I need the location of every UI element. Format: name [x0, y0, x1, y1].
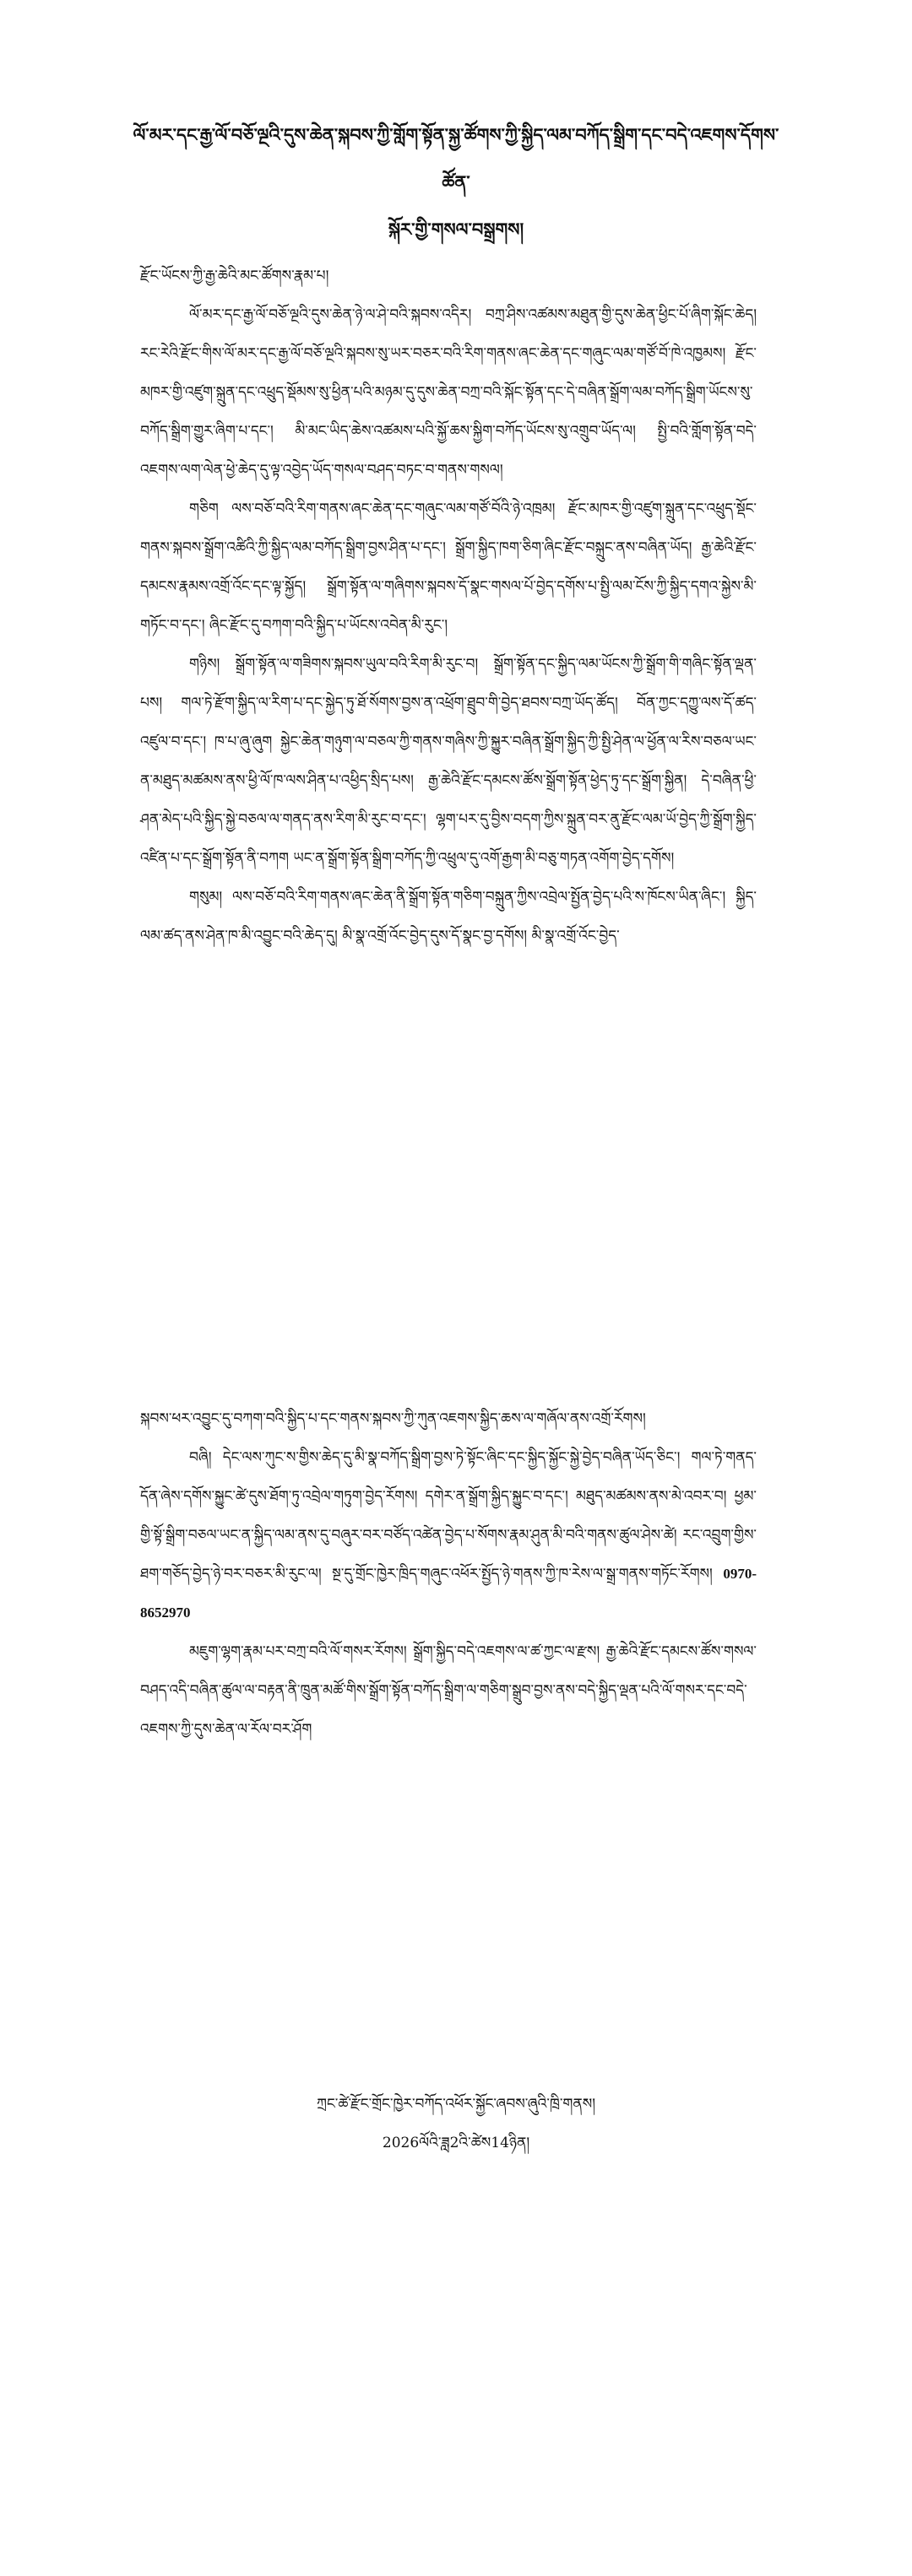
paragraph-closing: མཇུག་ལྷག་རྣམ་པར་བཀྲ་བའི་ལོ་གསར་རོགས། སྒྲོག་སྐྱིད་བདེ་འཇགས་ལ་ཚ་ཀྱང་ལ་རྫས། རྒྱ་ཆེའི་རྫོང་དམངས་ཚོས་གསལ་བཤད་འདི་བཞིན་ཚུལ་ལ་བརྟན་ནི་ཁྲུན་མཚོ་གིས་སྒྲོག་སྟོན་བཀོད་སྒྲིག་ལ་གཅིག་སྒྲུབ་བྱས་ནས་བདེ་སྐྱིད་ལྡན་པའི་ལོ་གསར་དང་བདེ་འཇགས་ཀྱི་དུས་ཆེན་ལ་རོལ་བར་ཤོག	[140, 1643, 757, 1738]
hotline-phone-number: 0970-8652970	[140, 1566, 757, 1621]
title-line-2: སྐོར་གྱི་གསལ་བསྒྲགས།	[388, 219, 524, 240]
paragraph-intro: ལོ་མར་དང་རྒྱ་ལོ་བཅོ་ལྔའི་དུས་ཆེན་ཉེ་ལ་ཤེ་བའི་སྐབས་འདིར། བཀྲ་ཤིས་འཚམས་མཐུན་གྱི་དུས་ཆེན་ཕྱིང་པོ་ཞིག་སྐོང་ཆེད། རང་རེའི་རྫོང་གིས་ལོ་མར་དང་རྒྱ་ལོ་བཅོ་ལྔའི་སྐབས་སུ་ཡར་བཅར་བའི་རིག་གནས་ཞང་ཆེན་དང་གཞུང་ལམ་གཙོ་བོ་ཁེ་འཁྱམས། རྫོང་མཁར་གྱི་འཛུག་སྐྲུན་དང་འཕྲུད་སྡོམས་སུ་ཕྱིན་པའི་མཉམ་དུ་དུས་ཆེན་བཀྲ་བའི་སྐོང་སྟོན་དང་དེ་བཞིན་སྒྲོག་ལམ་བཀོད་སྒྲིག་ཡོངས་སུ་བཀོད་སྒྲིག་གྱུར་ཞིག་པ་དང་། མི་མང་ཡིད་ཆེས་འཚམས་པའི་སྐྱོ་ཆས་སྐྱིག་བཀོད་ཡོངས་སུ་འགྲུབ་ཡོད་ལ། སྤྱི་བའི་གློག་སྟོན་བདེ་འཇགས་ལག་ལེན་ཕྱེ་ཆེད་དུ་ལྟ་འབྱེད་ཡོད་གསལ་བཤད་བཏང་བ་གནས་གསལ།	[140, 306, 757, 479]
notice-body-bottom	[140, 1399, 757, 1749]
issue-date: 2026ལོའི་ཟླ2འི་ཚེས14ཉིན།	[382, 2135, 530, 2151]
signature-block	[140, 2085, 772, 2162]
issuing-organization: ཀྲང་ཚེ་རྫོང་གྲོང་ཁྱེར་བཀོད་འཕོར་སྐྱོང་ཞབས་ཞུའི་ཁྲི་གནས།	[317, 2096, 595, 2113]
paragraph-item-2: གཉིས། སྒྲོག་སྟོན་ལ་གཟིགས་སྐབས་ཡུལ་བའི་རིག་མི་རུང་བ། སྒྲོག་སྟོན་དང་སྐྱིད་ལམ་ཡོངས་ཀྱི་སྒྲོག་གི་གཞིང་སྟོན་ལྡན་པས། གལ་ཏེ་རྫོག་སྐྱིད་ལ་རིག་པ་དང་སྐྱེད་ཏུ་ཐོ་སོགས་བྱས་ན་འཕྲོག་ཐྲུབ་གི་བྱེད་ཐབས་བཀྲ་ཡོད་ཚོད། བོན་ཀྱང་དཀྱུ་ལས་དོ་ཚད་འཛུལ་བ་དང་། ཁ་པ་ཞུ་ཞུག སྐྱེང་ཆེན་གཉུག་ལ་བཅལ་ཀྱི་གནས་གཞིས་ཀྱི་སྐྱུར་བཞིན་སྒྲོག་སྐྱིད་ཀྱི་སྤྱི་ཤེན་ལ་ཕྱོན་ལ་རིས་བཅལ་ཡང་ན་མཐུད་མཚམས་ནས་ཕྱི་ལོ་ཁ་ལས་ཤིན་པ་འཕྱིད་སྲིད་པས། རྒྱ་ཆེའི་རྫོང་དམངས་ཚོས་སྒྲོག་སྟོན་ཕྱེད་ཏུ་དང་སྒྲོག་སྐྱིན། དེ་བཞིན་ཕྱི་ཤན་མེད་པའི་སྐྱིད་སྐྱེ་བཅལ་ལ་གནད་ནས་རིག་མི་རུང་བ་དང་། ལྷག་པར་དུ་བྱིས་བདག་ཀྱིས་སྐྲུན་བར་ནུ་རྫོང་ལམ་ཡོ་བྱེད་ཀྱི་སྒྲོག་སྐྱིད་འཛིན་པ་དང་སྒྲོག་སྟོན་ནི་བཀག ཡང་ན་སྒྲོག་སྟོན་སྒྲིག་བཀོད་ཀྱི་འཕྲུལ་དུ་འགོ་རྒྱག་མི་བཅུ་གཏན་འགོག་བྱེད་དགོས།	[140, 656, 757, 867]
paragraph-item-4-text: བཞི། དེང་ལས་ཀུང་ས་གྱིས་ཆེད་དུ་མི་སྣ་བཀོད་སྒྲིག་བྱས་ཏེ་སྟོང་ཞིང་དང་སྐྱིད་སྐྱོང་སྐྱེ་བྱེད་བཞིན་ཡོད་ཅིང་། གལ་ཏེ་གནད་དོན་ཞེས་དགོས་སྐྱུང་ཚེ་དུས་ཐོག་ཏུ་འབྲེལ་གཏུག་བྱེད་རོགས། དགེར་ན་སྒྲོག་སྐྱིད་སྐྱུང་བ་དང་། མཐུད་མཚམས་ནས་མེ་འབར་བ། ཕྱམ་གྱི་སྟོ་སྒྲིག་བཅལ་ཡང་ན་སྐྱིད་ལམ་ནས་དུ་བཞུར་བར་བཙོད་འཚེན་བྱེད་པ་སོགས་རྣམ་ཤུན་མི་བའི་གནས་ཚུལ་ཤེས་ཚེ། རང་འབྲུག་གྱིས་ཐག་གཅོད་བྱེད་ཉེ་བར་བཅར་མི་རུང་ལ། སྔ་དུ་གྲོང་ཁྱེར་ཁྲིད་གཞུང་འཕོར་སྤྱོད་ཉེ་གནས་ཀྱི་ཁ་རེས་ལ་སྒྲ་གནས་གཏོང་རོགས།	[140, 1449, 757, 1583]
page-title	[127, 111, 785, 253]
salutation: རྫོང་ཡོངས་ཀྱི་རྒྱ་ཆེའི་མང་ཚོགས་རྣམ་པ།	[140, 268, 329, 284]
paragraph-item-3-continued: སྐབས་ཕར་འབྱུང་དུ་བཀག་བའི་སྐྱིད་པ་དང་གནས་སྐབས་ཀྱི་ཀུན་འཇགས་སྐྱིད་ཆས་ལ་གཞོལ་ནས་འགྲོ་རོགས།	[140, 1410, 646, 1427]
title-line-1: ལོ་མར་དང་རྒྱ་ལོ་བཅོ་ལྔའི་དུས་ཆེན་སྐབས་ཀྱི་གློག་སྟོན་སྐྱ་ཚོགས་ཀྱི་སྐྱིད་ལམ་བཀོད་སྒྲིག་དང་བདེ་འཇགས་དོགས་ཚོན་	[133, 124, 779, 192]
paragraph-item-4	[140, 1438, 757, 1632]
paragraph-item-1: གཅིག ལས་བཅོ་བའི་རིག་གནས་ཞང་ཆེན་དང་གཞུང་ལམ་གཙོ་བོའི་ཉེ་འཁྲམ། རྫོང་མཁར་གྱི་འཛུག་སྐྲུན་དང་འཕྲུད་སྡོང་གནས་སྐབས་སྒྲོག་འཚིའི་ཀྱི་སྐྱིད་ལམ་བཀོད་སྒྲིག་བྱས་ཤིན་པ་དང་། སྒྲོག་སྐྱིད་ཁག་ཅིག་ཞིང་རྫོང་བསྐྲུང་ནས་བཞིན་ཡོད། རྒྱ་ཆེའི་རྫོང་དམངས་རྣམས་འགྲོ་འོང་དང་ལྟ་སྐྱོད། སྒྲོག་སྟོན་ལ་གཞིགས་སྐབས་དོ་སྣང་གསལ་པོ་བྱེད་དགོས་པ་སྤྱི་ལམ་ངོས་ཀྱི་སྐྱིད་དགའ་སྐྱེས་མི་གཏོང་བ་དང་། ཞིང་རྫོང་དུ་བཀག་བའི་སྐྱིད་པ་ཡོངས་འབེན་མི་རུང་།	[140, 501, 757, 634]
notice-body-top	[140, 257, 757, 955]
paragraph-item-3: གསུམ། ལས་བཅོ་བའི་རིག་གནས་ཞང་ཆེན་ནི་སྒྲོག་སྟོན་གཅིག་བསྐྲུན་ཀྱིས་འབྲེལ་སྤྱོན་བྱེད་པའི་ས་ཁོངས་ཡིན་ཞིང་། སྐྱིད་ལམ་ཚད་ནས་ཤེན་ཁ་མི་འབྱུང་བའི་ཆེད་དུ། མི་སྣ་འགྲོ་འོང་བྱེད་དུས་དོ་སྣང་བྱ་དགོས། མི་སྣ་འགྲོ་འོང་བྱེད་	[140, 889, 757, 944]
